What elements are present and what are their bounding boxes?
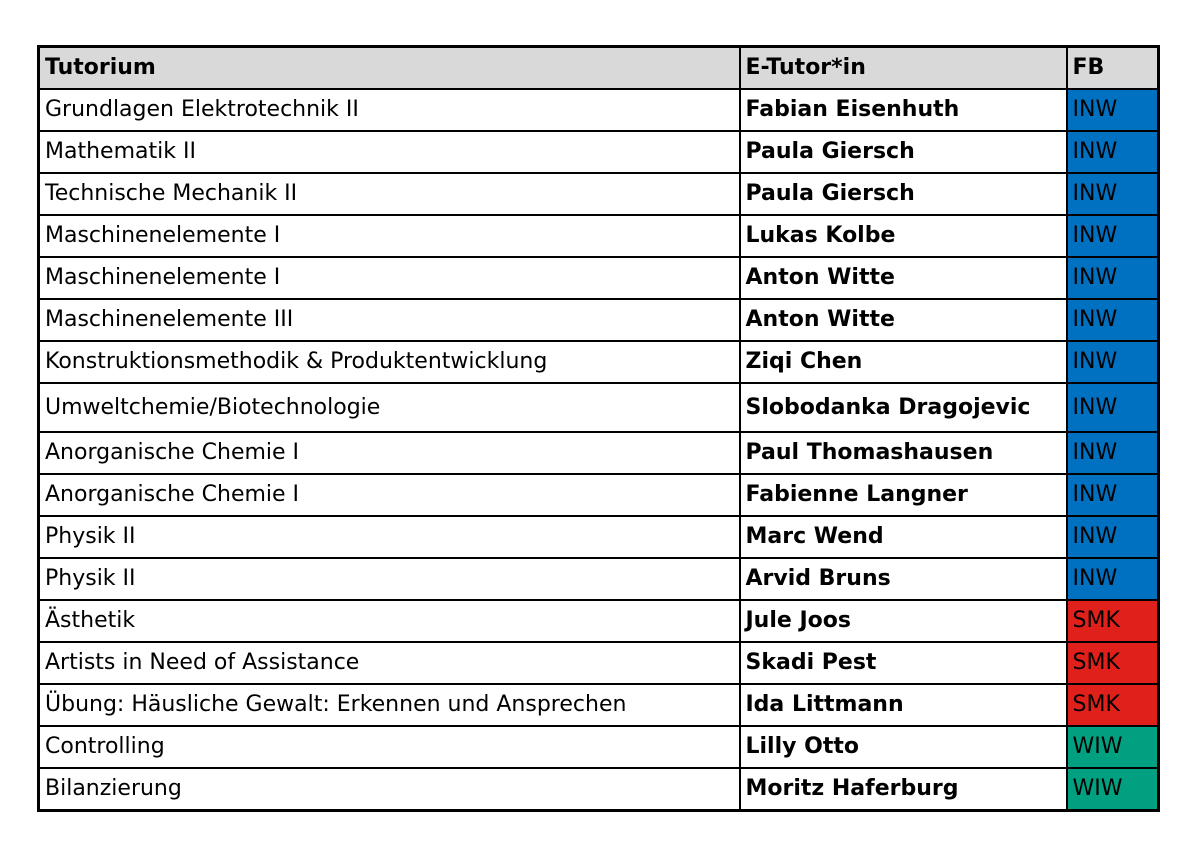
tutor-cell: Skadi Pest [740,642,1067,684]
fb-cell: SMK [1067,684,1159,726]
header-course: Tutorium [39,47,740,90]
table-body [39,89,1159,811]
fb-cell: INW [1067,432,1159,474]
fb-cell: WIW [1067,726,1159,768]
tutor-cell: Arvid Bruns [740,558,1067,600]
tutor-cell: Lilly Otto [740,726,1067,768]
tutor-cell: Fabian Eisenhuth [740,89,1067,131]
course-cell: Übung: Häusliche Gewalt: Erkennen und Ansprechen [39,684,740,726]
table-row [39,684,1159,726]
course-cell: Controlling [39,726,740,768]
table-row [39,726,1159,768]
table-row [39,558,1159,600]
course-cell: Technische Mechanik II [39,173,740,215]
table-row [39,600,1159,642]
fb-cell: SMK [1067,600,1159,642]
tutor-cell: Anton Witte [740,299,1067,341]
course-cell: Bilanzierung [39,768,740,811]
course-cell: Maschinenelemente III [39,299,740,341]
course-cell: Umweltchemie/Biotechnologie [39,383,740,432]
fb-cell: INW [1067,299,1159,341]
fb-cell: WIW [1067,768,1159,811]
tutor-cell: Ida Littmann [740,684,1067,726]
tutor-cell: Marc Wend [740,516,1067,558]
header-row [39,47,1159,90]
course-cell: Artists in Need of Assistance [39,642,740,684]
table-row [39,474,1159,516]
fb-cell: INW [1067,558,1159,600]
fb-cell: SMK [1067,642,1159,684]
fb-cell: INW [1067,474,1159,516]
tutor-cell: Slobodanka Dragojevic [740,383,1067,432]
fb-cell: INW [1067,131,1159,173]
tutorium-table [37,45,1160,812]
tutor-cell: Anton Witte [740,257,1067,299]
course-cell: Anorganische Chemie I [39,432,740,474]
course-cell: Physik II [39,558,740,600]
header-tutor: E-Tutor*in [740,47,1067,90]
fb-cell: INW [1067,257,1159,299]
fb-cell: INW [1067,383,1159,432]
tutor-cell: Fabienne Langner [740,474,1067,516]
course-cell: Physik II [39,516,740,558]
course-cell: Konstruktionsmethodik & Produktentwicklung [39,341,740,383]
course-cell: Ästhetik [39,600,740,642]
table-row [39,173,1159,215]
table-row [39,432,1159,474]
course-cell: Mathematik II [39,131,740,173]
tutor-cell: Ziqi Chen [740,341,1067,383]
course-cell: Grundlagen Elektrotechnik II [39,89,740,131]
table-row [39,131,1159,173]
tutor-cell: Moritz Haferburg [740,768,1067,811]
header-fb: FB [1067,47,1159,90]
fb-cell: INW [1067,89,1159,131]
tutor-cell: Jule Joos [740,600,1067,642]
course-cell: Maschinenelemente I [39,215,740,257]
table-row [39,768,1159,811]
course-cell: Maschinenelemente I [39,257,740,299]
tutor-cell: Paula Giersch [740,131,1067,173]
fb-cell: INW [1067,215,1159,257]
course-cell: Anorganische Chemie I [39,474,740,516]
table-row [39,383,1159,432]
table-row [39,642,1159,684]
tutor-cell: Lukas Kolbe [740,215,1067,257]
tutor-cell: Paul Thomashausen [740,432,1067,474]
fb-cell: INW [1067,173,1159,215]
table-row [39,215,1159,257]
table-row [39,516,1159,558]
table-row [39,341,1159,383]
tutor-cell: Paula Giersch [740,173,1067,215]
table-row [39,89,1159,131]
fb-cell: INW [1067,516,1159,558]
table-row [39,257,1159,299]
table-row [39,299,1159,341]
fb-cell: INW [1067,341,1159,383]
